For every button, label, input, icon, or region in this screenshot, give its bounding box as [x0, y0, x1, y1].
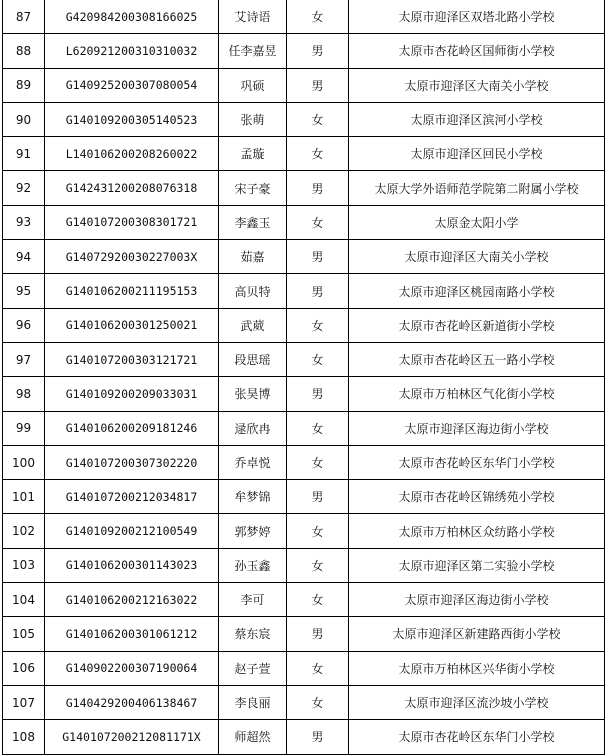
student-gender: 女	[287, 548, 349, 582]
row-number: 99	[3, 411, 45, 445]
student-gender: 女	[287, 583, 349, 617]
student-gender: 女	[287, 651, 349, 685]
row-number: 91	[3, 137, 45, 171]
student-gender: 女	[287, 342, 349, 376]
student-name: 李鑫玉	[219, 205, 287, 239]
student-name: 茹嘉	[219, 240, 287, 274]
student-name: 逯欣冉	[219, 411, 287, 445]
row-number: 93	[3, 205, 45, 239]
row-number: 104	[3, 583, 45, 617]
student-name: 任李嘉昱	[219, 34, 287, 68]
student-gender: 女	[287, 102, 349, 136]
student-school: 太原市杏花岭区锦绣苑小学校	[349, 480, 605, 514]
student-name: 李良丽	[219, 685, 287, 719]
student-name: 张昊博	[219, 377, 287, 411]
student-gender: 女	[287, 445, 349, 479]
student-id: G140106200211195153	[45, 274, 219, 308]
row-number: 96	[3, 308, 45, 342]
row-number: 102	[3, 514, 45, 548]
table-row	[3, 617, 605, 651]
student-name: 乔卓悦	[219, 445, 287, 479]
row-number: 97	[3, 342, 45, 376]
table-row	[3, 34, 605, 68]
student-name: 郭梦婷	[219, 514, 287, 548]
row-number: 101	[3, 480, 45, 514]
student-school: 太原市迎泽区大南关小学校	[349, 68, 605, 102]
student-name: 高贝特	[219, 274, 287, 308]
table-row	[3, 68, 605, 102]
student-gender: 男	[287, 720, 349, 754]
student-name: 师超然	[219, 720, 287, 754]
student-id: G140107200212081171X	[45, 720, 219, 754]
table-row	[3, 240, 605, 274]
student-gender: 男	[287, 377, 349, 411]
student-id: G140107200303121721	[45, 342, 219, 376]
row-number: 106	[3, 651, 45, 685]
student-gender: 女	[287, 205, 349, 239]
row-number: 89	[3, 68, 45, 102]
table-row	[3, 102, 605, 136]
student-school: 太原市万柏林区气化街小学校	[349, 377, 605, 411]
row-number: 92	[3, 171, 45, 205]
student-gender: 女	[287, 514, 349, 548]
table-row	[3, 651, 605, 685]
row-number: 87	[3, 0, 45, 34]
student-name: 段思瑶	[219, 342, 287, 376]
student-name: 李可	[219, 583, 287, 617]
row-number: 94	[3, 240, 45, 274]
student-name: 赵子萱	[219, 651, 287, 685]
row-number: 107	[3, 685, 45, 719]
row-number: 105	[3, 617, 45, 651]
row-number: 100	[3, 445, 45, 479]
student-school: 太原市杏花岭区东华门小学校	[349, 445, 605, 479]
table-row	[3, 308, 605, 342]
student-name: 宋子豪	[219, 171, 287, 205]
table-row	[3, 548, 605, 582]
student-gender: 男	[287, 34, 349, 68]
student-school: 太原市杏花岭区东华门小学校	[349, 720, 605, 754]
student-id: G140109200212100549	[45, 514, 219, 548]
student-school: 太原市万柏林区兴华街小学校	[349, 651, 605, 685]
student-school: 太原市迎泽区新建路西街小学校	[349, 617, 605, 651]
student-name: 孙玉鑫	[219, 548, 287, 582]
student-id: G142431200208076318	[45, 171, 219, 205]
row-number: 98	[3, 377, 45, 411]
student-gender: 女	[287, 0, 349, 34]
student-school: 太原市迎泽区大南关小学校	[349, 240, 605, 274]
student-id: G140109200305140523	[45, 102, 219, 136]
student-school: 太原市杏花岭区新道街小学校	[349, 308, 605, 342]
student-id: G140902200307190064	[45, 651, 219, 685]
student-gender: 男	[287, 171, 349, 205]
student-id: G14072920030227003X	[45, 240, 219, 274]
student-school: 太原大学外语师范学院第二附属小学校	[349, 171, 605, 205]
table-row	[3, 205, 605, 239]
student-name: 孟璇	[219, 137, 287, 171]
student-school: 太原金太阳小学	[349, 205, 605, 239]
student-id: G140107200212034817	[45, 480, 219, 514]
student-school: 太原市迎泽区滨河小学校	[349, 102, 605, 136]
student-id: G140429200406138467	[45, 685, 219, 719]
student-school: 太原市杏花岭区国师街小学校	[349, 34, 605, 68]
student-id: G140106200301061212	[45, 617, 219, 651]
student-id: L140106200208260022	[45, 137, 219, 171]
student-school: 太原市迎泽区回民小学校	[349, 137, 605, 171]
table-row	[3, 685, 605, 719]
student-gender: 女	[287, 308, 349, 342]
student-name: 巩硕	[219, 68, 287, 102]
table-row	[3, 583, 605, 617]
student-id: G140107200308301721	[45, 205, 219, 239]
student-name: 张萌	[219, 102, 287, 136]
student-school: 太原市迎泽区第二实验小学校	[349, 548, 605, 582]
student-name: 蔡东宸	[219, 617, 287, 651]
table-row	[3, 0, 605, 34]
table-row	[3, 274, 605, 308]
row-number: 108	[3, 720, 45, 754]
student-gender: 男	[287, 274, 349, 308]
table-row	[3, 171, 605, 205]
student-school: 太原市迎泽区流沙坡小学校	[349, 685, 605, 719]
row-number: 103	[3, 548, 45, 582]
table-row	[3, 137, 605, 171]
student-school: 太原市迎泽区海边街小学校	[349, 411, 605, 445]
student-school: 太原市万柏林区众纺路小学校	[349, 514, 605, 548]
student-school: 太原市迎泽区海边街小学校	[349, 583, 605, 617]
table-row	[3, 514, 605, 548]
table-row	[3, 342, 605, 376]
student-gender: 男	[287, 240, 349, 274]
row-number: 95	[3, 274, 45, 308]
student-id: G140106200301250021	[45, 308, 219, 342]
student-id: G140925200307080054	[45, 68, 219, 102]
table-row	[3, 480, 605, 514]
student-id: G140109200209033031	[45, 377, 219, 411]
student-gender: 男	[287, 68, 349, 102]
student-gender: 男	[287, 480, 349, 514]
student-gender: 男	[287, 617, 349, 651]
student-school: 太原市迎泽区桃园南路小学校	[349, 274, 605, 308]
student-id: G140106200212163022	[45, 583, 219, 617]
student-name: 武葳	[219, 308, 287, 342]
student-school: 太原市迎泽区双塔北路小学校	[349, 0, 605, 34]
student-id: L620921200310310032	[45, 34, 219, 68]
student-name: 艾诗语	[219, 0, 287, 34]
student-id: G140106200301143023	[45, 548, 219, 582]
student-table-body	[3, 0, 605, 754]
student-id: G140107200307302220	[45, 445, 219, 479]
table-row	[3, 445, 605, 479]
row-number: 88	[3, 34, 45, 68]
student-gender: 女	[287, 685, 349, 719]
table-row	[3, 377, 605, 411]
student-id: G420984200308166025	[45, 0, 219, 34]
student-gender: 女	[287, 411, 349, 445]
student-id: G140106200209181246	[45, 411, 219, 445]
row-number: 90	[3, 102, 45, 136]
student-table	[2, 0, 605, 755]
table-row	[3, 411, 605, 445]
student-gender: 女	[287, 137, 349, 171]
table-row	[3, 720, 605, 754]
student-name: 牟梦锦	[219, 480, 287, 514]
student-school: 太原市杏花岭区五一路小学校	[349, 342, 605, 376]
